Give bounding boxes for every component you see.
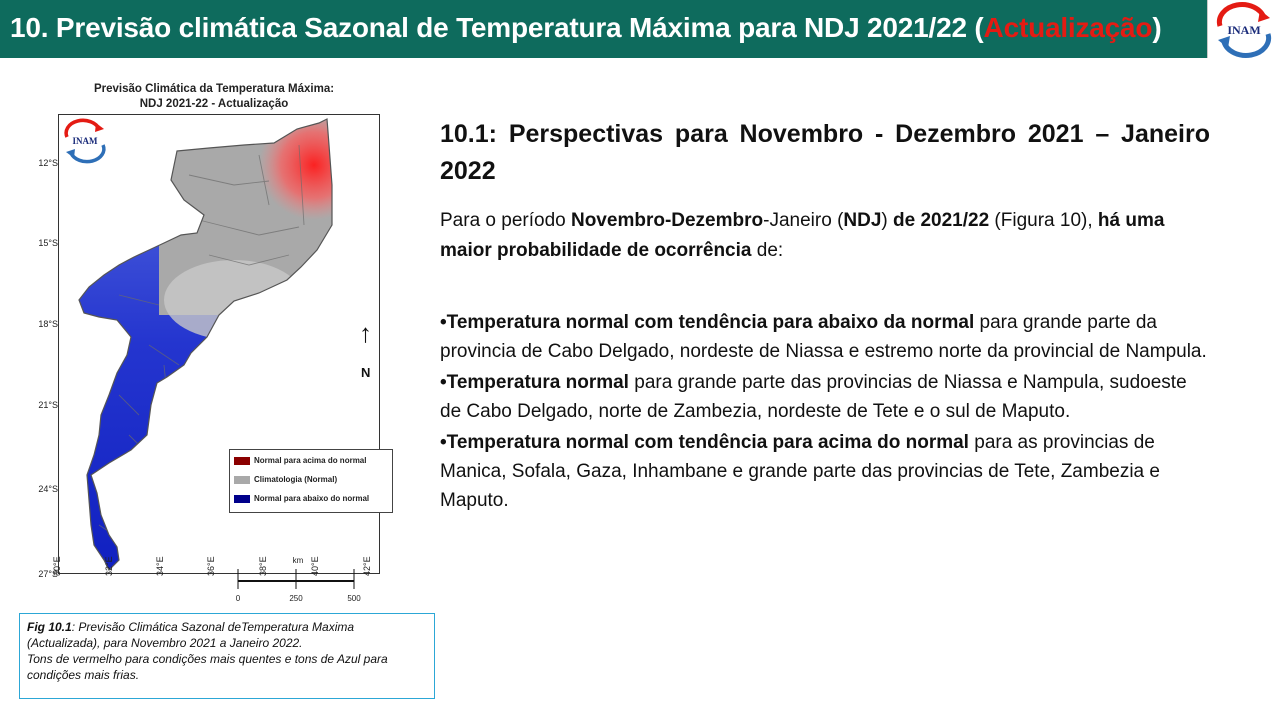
legend-swatch [234,457,250,465]
inam-logo-icon [1208,0,1280,58]
north-label: N [361,365,371,380]
map-inam-logo-icon [66,120,104,161]
legend-item: Normal para acima do normal [234,454,366,468]
scale-bar [231,553,365,607]
legend-item: Climatologia (Normal) [234,473,337,487]
lat-label: 27°S [38,569,58,579]
caption-fig-label: Fig 10.1 [27,620,72,634]
svg-text:250: 250 [289,594,303,603]
map-title: Previsão Climática da Temperatura Máxima: NDJ 2021-22 - Actualização [93,83,335,110]
svg-text:500: 500 [347,594,361,603]
svg-text:0: 0 [235,594,241,603]
content-area [440,116,1210,517]
inam-logo [1207,0,1280,58]
north-arrow-icon: ↑ [359,318,372,348]
lon-label: 38°E [258,556,268,576]
legend-swatch [234,476,250,484]
lon-label: 30°E [52,556,62,576]
page-title: 10. Previsão climática Sazonal de Temperatura Máxima para NDJ 2021/22 (Actualização) [10,12,1162,43]
legend-item: Normal para abaixo do normal [234,492,369,506]
forecast-bullets [440,308,1210,515]
svg-text:km: km [292,556,304,565]
section-heading: 10.1: Perspectivas para Novembro - Dezembro 2021 – Janeiro 2022 [440,120,1210,185]
map-frame [58,114,380,603]
legend-swatch [234,495,250,503]
map-legend [229,449,393,513]
header-bar [0,0,1280,58]
svg-text:INAM: INAM [1227,23,1261,37]
figure-caption: Fig 10.1: Previsão Climática Sazonal deTemperatura Maxima (Actualizada), para Novembro 2021 a Janeiro 2022. Tons de vermelho para condições mais quentes e tons de Azul para condições mais frias. [19,613,435,699]
lon-label: 36°E [206,556,216,576]
list-item: •Temperatura normal com tendência para abaixo da normal para grande parte da provincia de Cabo Delgado, nordeste de Niassa e estremo norte da provincial de Nampula. [440,312,1207,362]
title-accent: Actualização [983,12,1153,43]
lon-label: 42°E [362,556,372,576]
list-item: •Temperatura normal com tendência para acima do normal para as provincias de Manica, Sofala, Gaza, Inhambane e grande parte das provincias de Tete, Zambezia e Maputo. [440,432,1160,511]
lat-label: 21°S [38,400,58,410]
lon-label: 34°E [155,556,165,576]
intro-paragraph: Para o período Novembro-Dezembro-Janeiro (NDJ) de 2021/22 (Figura 10), há uma maior probabilidade de ocorrência de: [440,210,1165,261]
forecast-map-panel [38,80,390,610]
lat-label: 18°S [38,319,58,329]
lon-label: 40°E [310,556,320,576]
svg-text:INAM: INAM [72,136,98,146]
lat-label: 15°S [38,238,58,248]
lat-label: 24°S [38,484,58,494]
lat-label: 12°S [38,158,58,168]
lon-label: 32°E [104,556,114,576]
list-item: •Temperatura normal para grande parte das provincias de Niassa e Nampula, sudoeste de Cabo Delgado, norte de Zambezia, nordeste de Tete e o sul de Maputo. [440,372,1187,422]
